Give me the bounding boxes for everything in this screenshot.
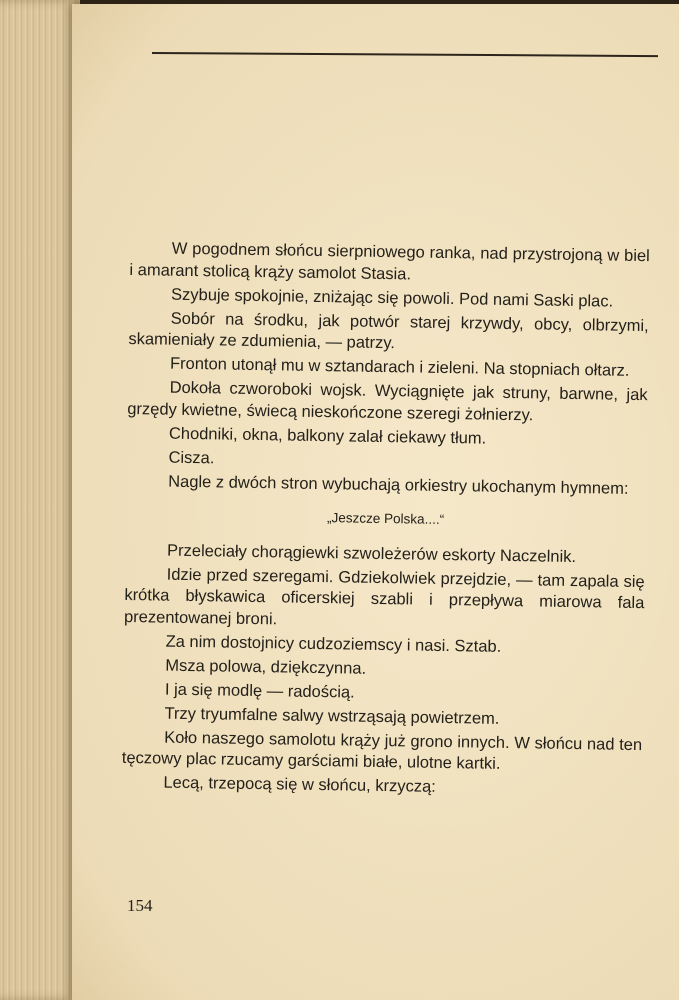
paragraph: Nagle z dwóch stron wybuchają orkiestry ukochanym hymnem: bbox=[168, 472, 629, 498]
paragraph: Dokoła czworoboki wojsk. Wyciągnięte jak struny, barwne, jak grzędy kwietne, świecą nieskończone szeregi żołnierzy. bbox=[127, 378, 648, 424]
paragraph: Trzy tryumfalne salwy wstrząsają powietrzem. bbox=[164, 704, 500, 728]
page-number: 154 bbox=[127, 896, 153, 915]
paragraph: I ja się modlę — radością. bbox=[164, 680, 355, 702]
paragraph: Za nim dostojnicy cudzoziemscy i nasi. Sztab. bbox=[165, 632, 502, 656]
paragraph: Chodniki, okna, balkony zalał ciekawy tłum. bbox=[168, 424, 487, 448]
paragraph: Szybuje spokojnie, zniżając się powoli. Pod nami Saski plac. bbox=[170, 285, 614, 311]
anthem-quote: „Jeszcze Polska....“ bbox=[326, 510, 445, 527]
paragraph: Idzie przed szeregami. Gdziekolwiek przejdzie, — tam zapala się krótka błyskawica oficerskiej szabli i przepływa miarowa fala prezentowanej broni. bbox=[123, 565, 645, 628]
body-text bbox=[121, 238, 650, 802]
paragraph: Fronton utonął mu w sztandarach i zieleni. Na stopniach ołtarz. bbox=[169, 354, 630, 380]
paragraph: Sobór na środku, jak potwór starej krzywdy, obcy, olbrzymi, skamieniały ze zdumienia, — patrzy. bbox=[128, 309, 649, 353]
paragraph: Msza polowa, dziękczynna. bbox=[165, 656, 367, 678]
paragraph: Przeleciały chorągiewki szwoleżerów eskorty Naczelnik. bbox=[166, 541, 577, 566]
paragraph: Koło naszego samolotu krąży już grono innych. W słońcu nad ten tęczowy plac rzucamy garściami białe, ulotne kartki. bbox=[121, 728, 643, 773]
paragraph: Lecą, trzepocą się w słońcu, krzyczą: bbox=[163, 773, 436, 796]
paragraph: W pogodnem słońcu sierpniowego ranka, nad przystrojoną w biel i amarant stolicą krąży samolot Stasia. bbox=[129, 239, 650, 283]
paragraph: Cisza. bbox=[168, 448, 215, 467]
page-edges bbox=[0, 0, 80, 1000]
